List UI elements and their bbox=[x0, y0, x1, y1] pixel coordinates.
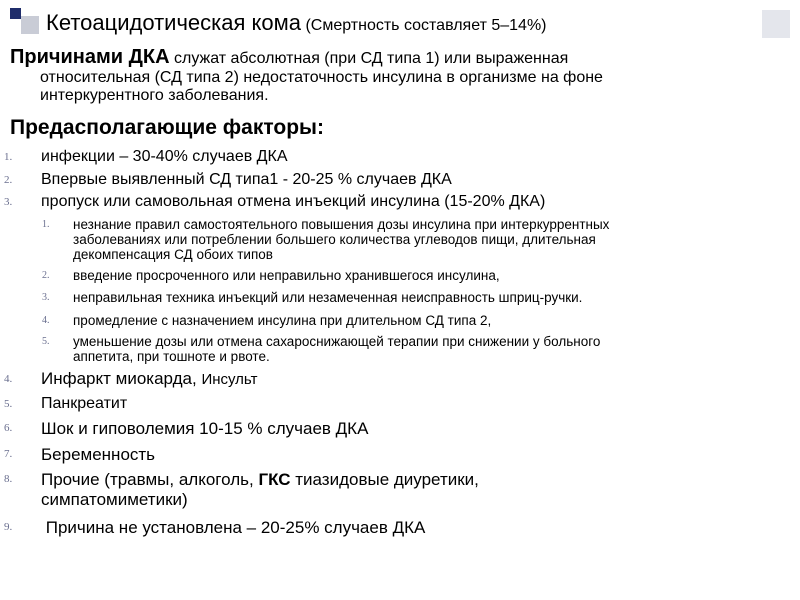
title-bullet-square-grey bbox=[21, 16, 39, 34]
title-main: Кетоацидотическая кома bbox=[46, 10, 301, 35]
sub-list-line: аппетита, при тошноте и рвоте. bbox=[73, 349, 270, 364]
list-text-part: тиазидовые диуретики, bbox=[290, 470, 479, 489]
sub-list-number: 4. bbox=[42, 315, 50, 326]
sub-list-text: неправильная техника инъекций или незамеченная неисправность шприц-ручки. bbox=[73, 290, 583, 305]
list-text: Причина не установлена – 20-25% случаев ДКА bbox=[41, 518, 426, 537]
sub-list-text bbox=[73, 217, 609, 262]
list-text: инфекции – 30-40% случаев ДКА bbox=[41, 148, 288, 165]
sub-list-line: заболеваниях или потреблении большего количества углеводов пищи, длительная bbox=[73, 232, 596, 247]
sub-list-number: 3. bbox=[42, 292, 50, 303]
list-text-bold: ГКС bbox=[258, 470, 291, 489]
list-number: 7. bbox=[4, 448, 13, 460]
factors-heading: Предасполагающие факторы: bbox=[10, 116, 324, 139]
list-text bbox=[41, 370, 257, 389]
sub-list-line: уменьшение дозы или отмена сахароснижающей терапии при снижении у больного bbox=[73, 334, 601, 349]
sub-list-text: промедление с назначением инсулина при длительном СД типа 2, bbox=[73, 313, 492, 328]
sub-list-line: декомпенсация СД обоих типов bbox=[73, 247, 273, 262]
list-text-part: Прочие (травмы, алкоголь, bbox=[41, 470, 259, 489]
title-subtitle: (Смертность составляет 5–14%) bbox=[301, 17, 547, 34]
list-number: 5. bbox=[4, 398, 13, 410]
list-number: 1. bbox=[4, 151, 13, 163]
intro-text-line-3: интеркурентного заболевания. bbox=[40, 87, 269, 104]
list-number: 9. bbox=[4, 521, 13, 533]
sub-list-number: 5. bbox=[42, 336, 50, 347]
intro-paragraph bbox=[10, 46, 770, 105]
intro-text-line-2: относительная (СД типа 2) недостаточность инсулина в организме на фоне bbox=[40, 69, 603, 86]
list-text-part: Инсульт bbox=[201, 371, 258, 388]
list-number: 8. bbox=[4, 473, 13, 485]
list-text: Панкреатит bbox=[41, 395, 128, 412]
sub-list-text: введение просроченного или неправильно хранившегося инсулина, bbox=[73, 268, 500, 283]
sub-list-number: 2. bbox=[42, 270, 50, 281]
list-text: пропуск или самовольная отмена инъекций инсулина (15-20% ДКА) bbox=[41, 193, 546, 210]
sub-list-number: 1. bbox=[42, 219, 50, 230]
list-text: Впервые выявленный СД типа1 - 20-25 % случаев ДКА bbox=[41, 171, 452, 188]
title-bullet-square-dark bbox=[10, 8, 21, 19]
list-number: 6. bbox=[4, 422, 13, 434]
list-text bbox=[41, 470, 479, 510]
corner-decoration-square bbox=[762, 10, 790, 38]
sub-list-text bbox=[73, 334, 600, 364]
list-text-part: Инфаркт миокарда, bbox=[41, 369, 202, 388]
list-text: Беременность bbox=[41, 445, 156, 464]
sub-list-line: незнание правил самостоятельного повышения дозы инсулина при интеркуррентных bbox=[73, 217, 610, 232]
list-number: 4. bbox=[4, 373, 13, 385]
slide-title bbox=[46, 10, 547, 36]
intro-lead: Причинами ДКА bbox=[10, 46, 170, 68]
list-text-line-2: симпатомиметики) bbox=[41, 490, 188, 509]
list-number: 2. bbox=[4, 174, 13, 186]
list-text: Шок и гиповолемия 10-15 % случаев ДКА bbox=[41, 419, 369, 438]
list-number: 3. bbox=[4, 196, 13, 208]
intro-text-line-1: служат абсолютная (при СД типа 1) или выраженная bbox=[169, 50, 569, 67]
